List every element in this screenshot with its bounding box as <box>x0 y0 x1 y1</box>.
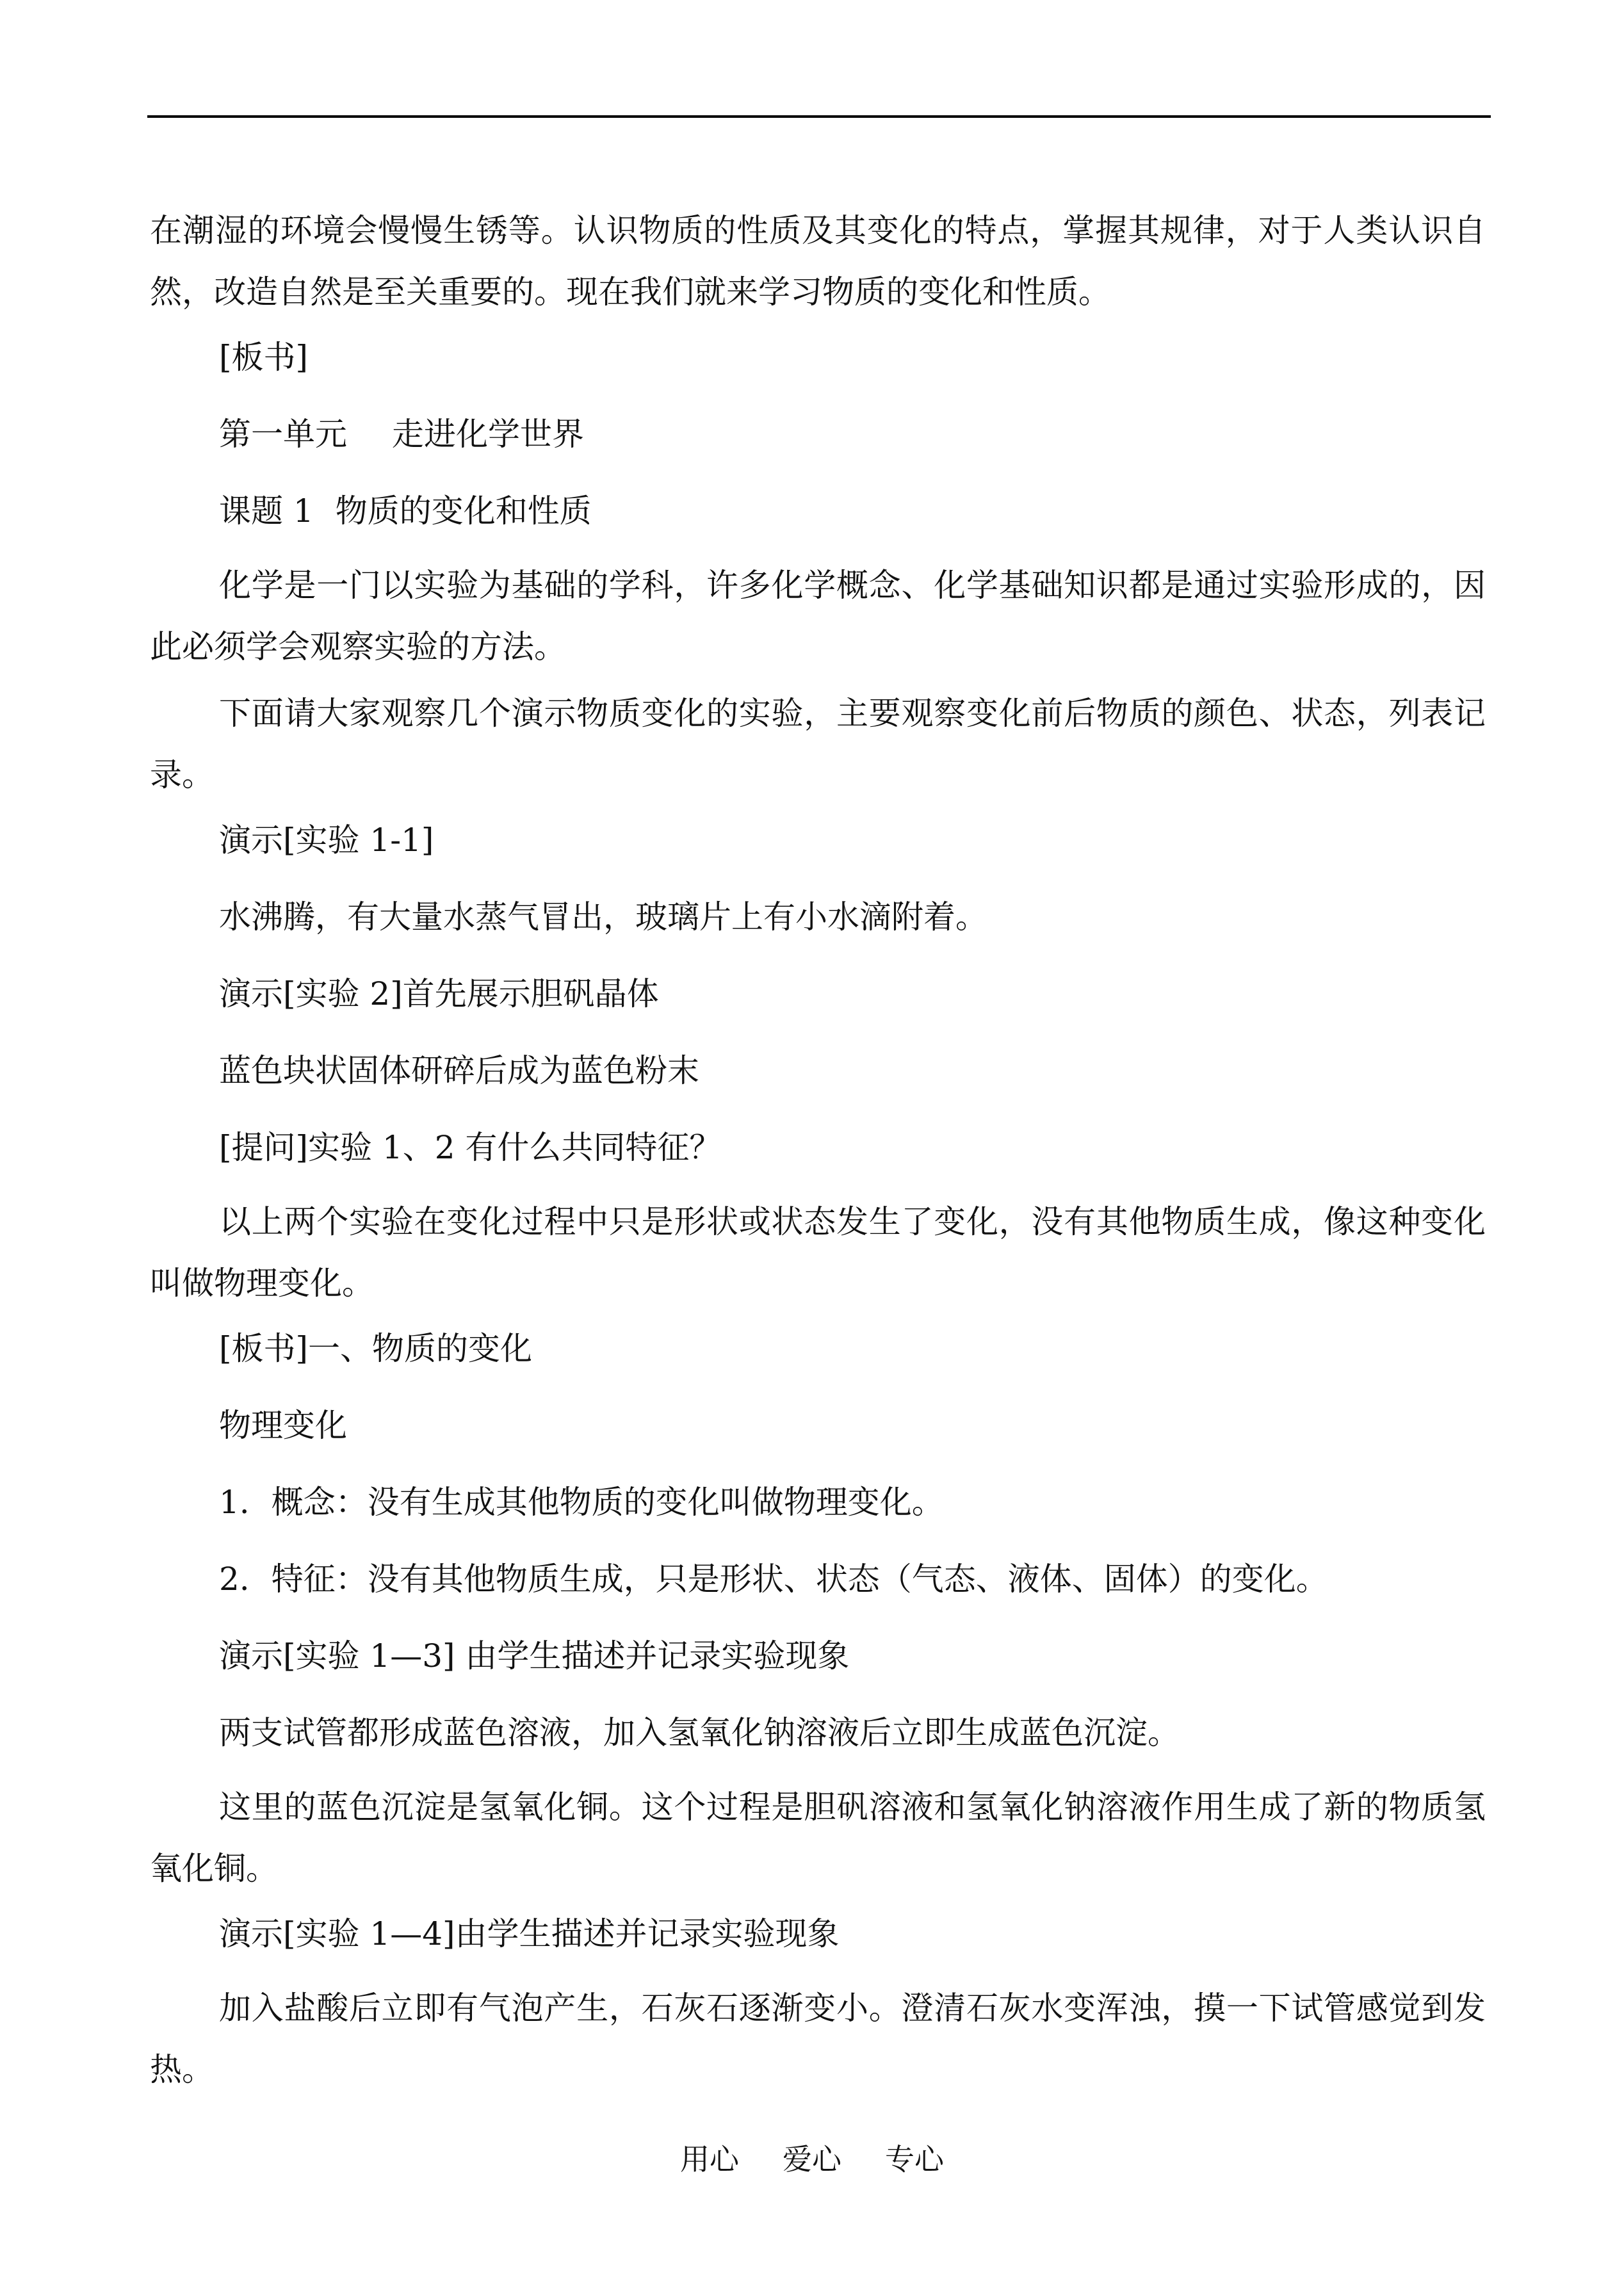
paragraph-hydrochloric-acid: 加入盐酸后立即有气泡产生，石灰石逐渐变小。澄清石灰水变浑浊，摸一下试管感觉到发热。 <box>150 1990 1486 2088</box>
paragraph-demo-1-4: 演示[实验 1—4]由学生描述并记录实验现象 <box>219 1915 840 1952</box>
list-text-feature: 特征：没有其他物质生成，只是形状、状态（气态、液体、固体）的变化。 <box>271 1561 1328 1598</box>
unit-title: 走进化学世界 <box>392 416 584 453</box>
paragraph-demo-1-1: 演示[实验 1-1] <box>219 822 434 859</box>
list-text-concept: 概念：没有生成其他物质的变化叫做物理变化。 <box>271 1484 944 1521</box>
list-item-concept <box>150 1483 1486 1521</box>
page-footer <box>0 2141 1624 2177</box>
paragraph-chemistry-basis: 化学是一门以实验为基础的学科，许多化学概念、化学基础知识都是通过实验形成的，因此必须学会观察实验的方法。 <box>150 567 1486 665</box>
paragraph-board-note: [板书] <box>219 339 309 376</box>
paragraph-physical-change-explain: 以上两个实验在变化过程中只是形状或状态发生了变化，没有其他物质生成，像这种变化叫做物理变化。 <box>150 1203 1486 1302</box>
lesson-title: 物质的变化和性质 <box>335 492 592 530</box>
paragraph-water-boiling: 水沸腾，有大量水蒸气冒出，玻璃片上有小水滴附着。 <box>219 898 987 936</box>
paragraph-board-material-change: [板书]一、物质的变化 <box>219 1330 533 1367</box>
paragraph-intro: 在潮湿的环境会慢慢生锈等。认识物质的性质及其变化的特点，掌握其规律，对于人类认识自然，改造自然是至关重要的。现在我们就来学习物质的变化和性质。 <box>150 212 1486 311</box>
lesson-number: 课题 1 <box>219 492 314 530</box>
paragraph-question: [提问]实验 1、2 有什么共同特征？ <box>219 1129 722 1166</box>
paragraph-copper-hydroxide: 这里的蓝色沉淀是氢氧化铜。这个过程是胆矾溶液和氢氧化钠溶液作用生成了新的物质氢氧化铜。 <box>150 1788 1486 1887</box>
paragraph-blue-solution: 两支试管都形成蓝色溶液，加入氢氧化钠溶液后立即生成蓝色沉淀。 <box>219 1714 1180 1751</box>
unit-number: 第一单元 <box>219 416 347 453</box>
list-number-2: 2. <box>219 1561 250 1598</box>
paragraph-demo-1-3: 演示[实验 1—3] 由学生描述并记录实验现象 <box>219 1637 850 1675</box>
paragraph-physical-change: 物理变化 <box>219 1407 347 1444</box>
lesson-heading <box>150 492 1486 530</box>
list-number-1: 1. <box>219 1484 250 1521</box>
paragraph-observe-instruction: 下面请大家观察几个演示物质变化的实验，主要观察变化前后物质的颜色、状态，列表记录。 <box>150 695 1486 793</box>
unit-heading <box>150 415 1486 453</box>
footer-item-2: 爱心 <box>783 2142 841 2177</box>
footer-item-1: 用心 <box>680 2142 739 2177</box>
footer-item-3: 专心 <box>885 2142 944 2177</box>
paragraph-demo-2: 演示[实验 2]首先展示胆矾晶体 <box>219 975 659 1012</box>
header-rule <box>147 115 1491 118</box>
paragraph-blue-solid: 蓝色块状固体研碎后成为蓝色粉末 <box>219 1052 699 1089</box>
list-item-feature <box>150 1560 1486 1598</box>
